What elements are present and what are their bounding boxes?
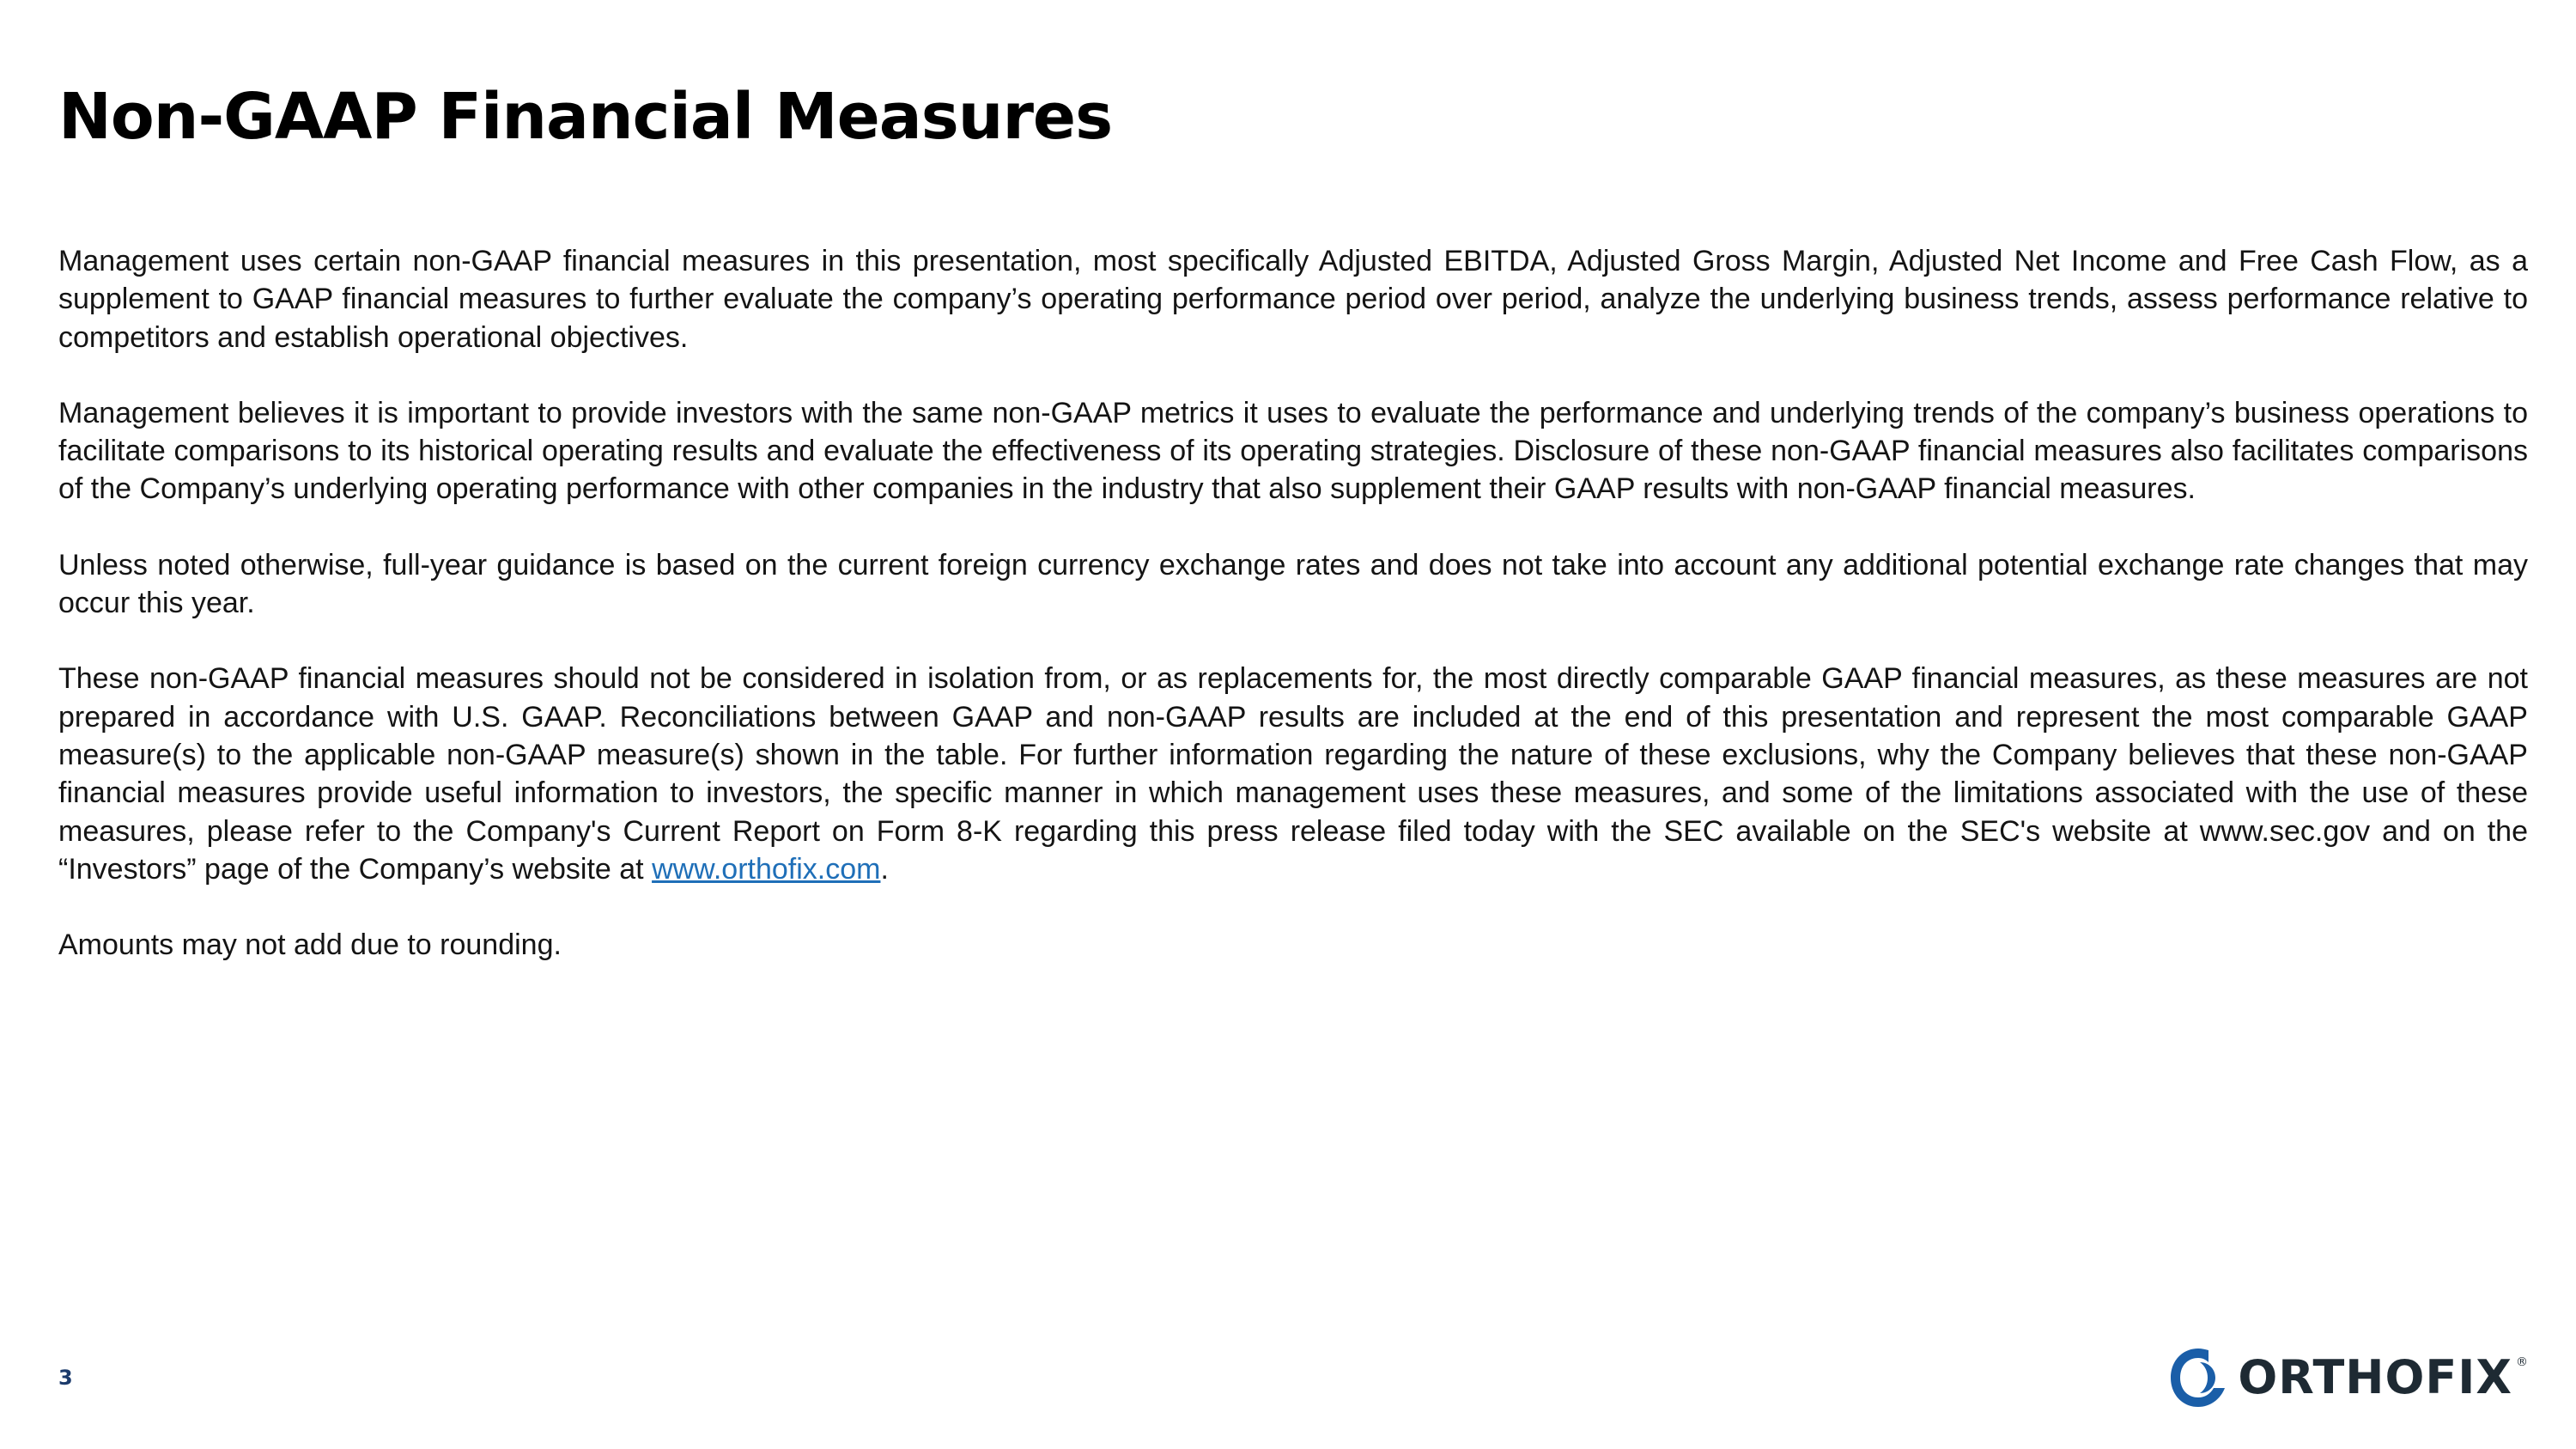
paragraph-rounding: Amounts may not add due to rounding. (58, 928, 562, 962)
page-title: Non-GAAP Financial Measures (58, 80, 1113, 154)
body-text (58, 242, 2528, 1002)
paragraph-guidance: Unless noted otherwise, full-year guidance is based on the current foreign currency exchange rates and does not take into account any additional potential exchange rate changes that may occur this year. (58, 548, 2528, 620)
paragraph-management-uses: Management uses certain non-GAAP financial measures in this presentation, most specifically Adjusted EBITDA, Adjusted Gross Margin, Adjusted Net Income and Free Cash Flow, as a supplement to GAAP financial measures to further evaluate the company’s operating performance period over period, analyze the underlying business trends, assess performance relative to competitors and establish operational objectives. (58, 245, 2528, 354)
paragraph-reconciliations (58, 660, 2528, 888)
orthofix-logo-icon (2166, 1345, 2231, 1410)
page-number: 3 (58, 1366, 73, 1390)
orthofix-website-link[interactable]: www.orthofix.com (652, 852, 881, 886)
paragraph-management-believes: Management believes it is important to provide investors with the same non-GAAP metrics it uses to evaluate the performance and underlying trends of the company’s business operations to facilitate comparisons to its historical operating results and evaluate the effectiveness of its operating strategies. Disclosure of these non-GAAP financial measures also facilitates comparisons of the Company’s underlying operating performance with other companies in the industry that also supplement their GAAP results with non-GAAP financial measures. (58, 396, 2528, 506)
logo-registered-mark: ® (2516, 1355, 2528, 1369)
reconciliations-text: These non-GAAP financial measures should not be considered in isolation from, or as replacements for, the most directly comparable GAAP financial measures, as these measures are not prepared in accordance with U.S. GAAP. Reconciliations between GAAP and non-GAAP results are included at the end of this presentation and represent the most comparable GAAP measure(s) to the applicable non-GAAP measure(s) shown in the table. For further information regarding the nature of these exclusions, why the Company believes that these non-GAAP financial measures provide useful information to investors, the specific manner in which management uses these measures, and some of the limitations associated with the use of these measures, please refer to the Company's Current Report on Form 8-K regarding this press release filed today with the SEC available on the SEC's website at www.sec.gov and on the “Investors” page of the Company’s website at (58, 662, 2528, 886)
logo-wordmark: ORTHOFIX (2238, 1350, 2512, 1404)
orthofix-logo (2166, 1345, 2528, 1410)
reconciliations-end: . (880, 852, 889, 886)
